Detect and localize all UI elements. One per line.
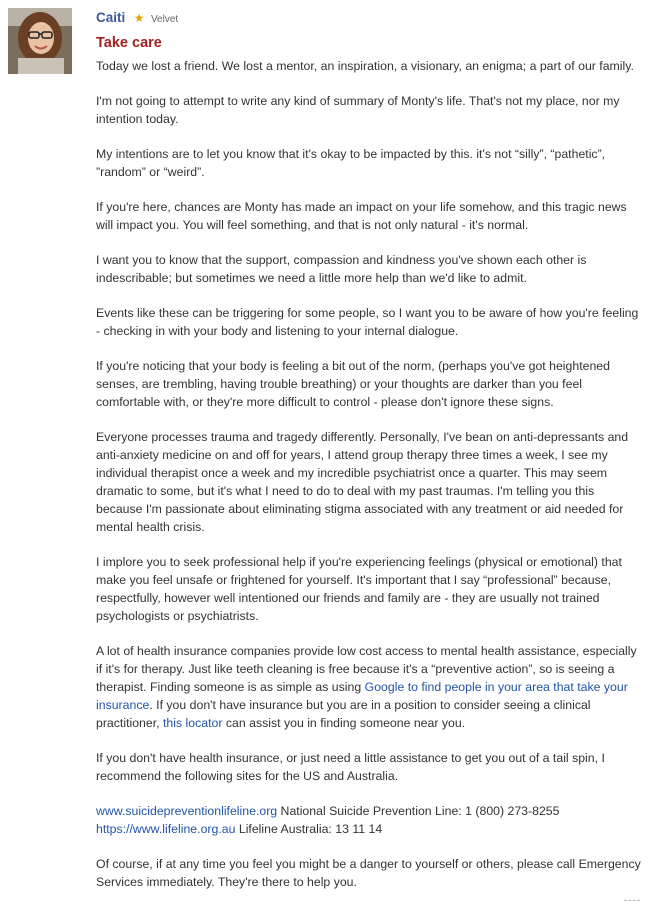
paragraph-9: I implore you to seek professional help if you're experiencing feelings (physical or emotional) that make you feel unsafe or frightened for yourself. It's important that I say “professional” because, respectfully, however well intentioned our friends and family are - they are usually not trained psychologists or psychiatrists. (96, 555, 622, 623)
therapist-locator-link[interactable]: this locator (162, 716, 223, 730)
paragraph-8: Everyone processes trauma and tragedy differently. Personally, I've bean on anti-depressants and anti-anxiety medicine on and off for years, I attend group therapy three times a week, I see my individual therapist once a week and my incredible psychiatrist once a quarter. This may seem dramatic to some, but it's what I need to do to deal with my past traumas. I'm telling you this because I'm passionate about eliminating stigma associated with any treatment or aid needed for mental health crisis. (96, 430, 629, 534)
suicide-prevention-link[interactable]: www.suicidepreventionlifeline.org (96, 804, 278, 818)
forum-post (96, 8, 642, 908)
paragraph-12-text-a: National Suicide Prevention Line: 1 (800) 273-8255 (277, 804, 560, 818)
post-header (96, 8, 642, 28)
paragraph-13: Of course, if at any time you feel you might be a danger to yourself or others, please call Emergency Services immediately. They're there to help you. (96, 857, 641, 889)
scroll-indicator (624, 900, 640, 905)
paragraph-10-text-b: . If you don't have insurance but you are in a position to consider seeing a clinical practitioner, (96, 698, 591, 730)
avatar-image (8, 8, 72, 74)
paragraph-12 (96, 802, 642, 838)
author-rank: Velvet (150, 14, 179, 25)
avatar[interactable] (8, 8, 72, 74)
post-body (96, 57, 642, 891)
paragraph-1: Today we lost a friend. We lost a mentor, an inspiration, a visionary, an enigma; a part of our family. (96, 59, 634, 73)
paragraph-4: If you're here, chances are Monty has made an impact on your life somehow, and this tragic news will impact you. You will feel something, and that is not only natural - it's normal. (96, 200, 627, 232)
author-username[interactable]: Caiti (96, 10, 126, 25)
paragraph-7: If you're noticing that your body is feeling a bit out of the norm, (perhaps you've got heightened senses, are trembling, having trouble breathing) or your thoughts are darker than you feel comfortable with, or they're more difficult to control - please don't ignore these signs. (96, 359, 610, 409)
post-title: Take care (96, 35, 162, 51)
paragraph-6: Events like these can be triggering for some people, so I want you to be aware of how you're feeling - checking in with your body and listening to your internal dialogue. (96, 306, 639, 338)
google-search-link[interactable]: Google to find people in your area that take your insurance (96, 680, 628, 712)
paragraph-10-text-c: can assist you in finding someone near you. (222, 716, 466, 730)
paragraph-3: My intentions are to let you know that it's okay to be impacted by this. it's not “silly”, “pathetic”, ”random” or “weird”. (96, 147, 606, 179)
paragraph-10 (96, 642, 642, 732)
star-icon: ★ (133, 11, 145, 25)
paragraph-12-text-b: Lifeline Australia: 13 11 14 (235, 822, 383, 836)
paragraph-11: If you don't have health insurance, or just need a little assistance to get you out of a tail spin, I recommend the following sites for the US and Australia. (96, 751, 605, 783)
paragraph-10-text-a: A lot of health insurance companies provide low cost access to mental health assistance, especially if it's for therapy. Just like teeth cleaning is free because it's a “preventive action”, so is seeing a therapist. Finding someone is as simple as using (96, 644, 637, 694)
paragraph-2: I'm not going to attempt to write any kind of summary of Monty's life. That's not my place, nor my intention today. (96, 94, 620, 126)
paragraph-5: I want you to know that the support, compassion and kindness you've shown each other is indescribable; but sometimes we need a little more help than we'd like to admit. (96, 253, 587, 285)
lifeline-australia-link[interactable]: https://www.lifeline.org.au (96, 822, 236, 836)
